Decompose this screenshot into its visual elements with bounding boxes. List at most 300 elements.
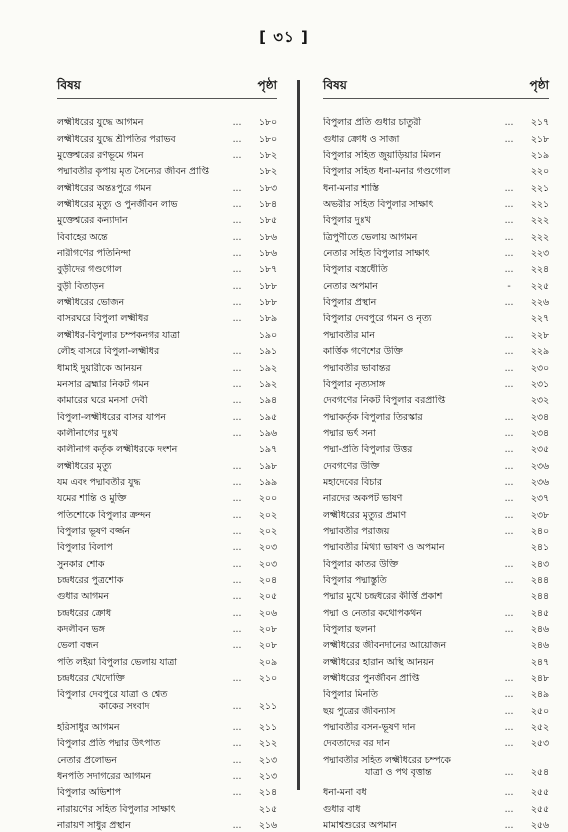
entry-page-number: ২১৯ [530,150,549,162]
entry-leader: ... [504,722,514,734]
entry-title: লক্ষ্মীধরের পুনর্জীবন প্রাপ্তি [323,673,420,685]
contents-entry [323,293,549,309]
contents-entry [57,325,277,341]
entry-leader: ... [232,215,242,227]
entry-title: চন্দ্রধরের খেদোক্তি [57,673,125,685]
entry-page-number: ১৮৬ [258,231,277,243]
entry-title: লক্ষ্মীধরের হারান অস্থি আনয়ন [323,656,434,668]
entry-page-number: ২২৪ [530,264,549,276]
entry-list [57,113,277,832]
entry-leader: ... [232,150,242,162]
contents-entry [57,162,277,178]
entry-page-number: ১৯২ [258,362,277,374]
contents-entry [323,195,549,211]
entry-leader: ... [504,329,514,341]
contents-entry [323,750,549,766]
contents-entry [323,718,549,734]
entry-title: পদ্মাবতীর পরাজয় [323,525,390,537]
entry-page-number: ১৮৪ [258,199,277,211]
entry-page-number: ২২০ [530,166,549,178]
contents-entry [323,685,549,701]
contents-entry [57,750,277,766]
header-rule [57,98,277,99]
contents-entry [57,293,277,309]
entry-title: বিপুলার কাতর উক্তি [323,558,399,570]
entry-page-number: ২০৩ [258,558,277,570]
entry-title: লক্ষ্মীধরের মৃত্যু ও পুনর্জীবন লাভ [57,199,178,211]
entry-page-number: ১৮৮ [258,280,277,292]
entry-page-number: ২৪৬ [530,624,549,635]
entry-page-number: ২৪৩ [530,558,549,570]
entry-title: নেতার অপমান [323,280,378,292]
entry-page-number: ২০২ [258,525,277,537]
entry-leader: ... [504,231,514,243]
entry-leader: ... [232,738,242,750]
entry-page-number: ২২১ [530,199,549,211]
entry-title: কালীনাগের দুঃখ [57,427,118,439]
entry-title: পতি লইয়া বিপুলার ভেলায় যাত্রা [57,656,177,668]
entry-title: দেবগণের উক্তি [323,460,380,472]
entry-leader: ... [232,591,242,603]
entry-title: বিপুলার বিলাপ [57,542,113,554]
entry-page-number: ২১০ [258,673,277,685]
entry-leader: ... [232,133,242,145]
entry-page-number: ২০২ [258,509,277,521]
entry-page-number: ২২৬ [530,297,549,309]
contents-entry [57,701,277,717]
entry-page-number: ২৪৪ [530,591,549,603]
contents-entry [57,538,277,554]
contents-entry [323,358,549,374]
entry-title: চন্দ্রধরের ক্রোধ [57,607,112,619]
entry-page-number: ১৯৭ [258,444,277,456]
entry-title: যাত্রা ও পথ বৃত্তান্ত [365,766,432,778]
contents-entry [323,620,549,636]
entry-page-number: ২০৮ [258,624,277,635]
entry-page-number: ১৯৯ [258,476,277,488]
contents-entry [57,129,277,145]
entry-page-number: ২০০ [258,493,277,505]
entry-page-number: ২৩৬ [530,460,549,472]
entry-title: বিপুলার ভূষণ বর্জ্জন [57,525,130,537]
entry-title: লক্ষ্মীধরের মৃত্যুর প্রমাণ [323,509,407,521]
entry-leader: ... [232,427,242,439]
entry-title: দেবগণের নিকট বিপুলার বরপ্রাপ্তি [323,395,446,407]
entry-page-number: ২২৯ [530,346,549,358]
entry-title: ধনা-মনা বধ [323,787,367,799]
entry-leader: ... [504,574,514,586]
entry-page-number: ২২১ [530,182,549,194]
contents-entry [323,587,549,603]
entry-title: বিপুলার প্রতি গুধার চাতুরী [323,117,422,129]
entry-page-number: ২০৬ [258,607,277,619]
entry-title: পতিশোকে বিপুলার ক্রন্দন [57,509,151,521]
contents-entry [323,342,549,358]
entry-title: মহাদেবের বিচার [323,476,383,488]
entry-page-number: ২২৫ [530,280,549,292]
contents-entry [57,244,277,260]
entry-page-number: ২৫২ [530,722,549,734]
contents-entry [57,342,277,358]
entry-title: বিপুলার বস্ত্রধৌতি [323,264,388,276]
entry-page-number: ২১২ [258,738,277,750]
entry-page-number: ১৯৪ [258,395,277,407]
contents-entry [323,489,549,505]
entry-page-number: ১৮৬ [258,248,277,260]
entry-page-number: ১৮৮ [258,297,277,309]
entry-page-number: ২৫০ [530,705,549,717]
entry-page-number: ২২২ [530,231,549,243]
entry-title: অভরীর সহিত বিপুলার সাক্ষাৎ [323,199,434,211]
entry-title: বাসরঘরে বিপুলা লক্ষ্মীধর [57,313,149,325]
entry-leader: ... [232,820,242,832]
entry-leader: ... [232,607,242,619]
contents-entry [323,162,549,178]
entry-page-number: ২১১ [258,701,277,713]
contents-entry [57,636,277,652]
contents-entry [57,734,277,750]
entry-leader: ... [232,525,242,537]
entry-page-number: ২৩৭ [530,493,549,505]
contents-entry [57,652,277,668]
entry-page-number: ১৮৩ [258,182,277,194]
contents-entry [57,358,277,374]
contents-entry [57,456,277,472]
entry-page-number: ২৩৪ [530,411,549,423]
entry-title: যমের শান্তি ও মুক্তি [57,493,127,505]
entry-title: পদ্মাবতীর সহিত লক্ষ্মীধরের চম্পকে [323,754,451,766]
entry-title: পদ্মাবতীর বসন-ভূষণ দান [323,722,416,734]
entry-page-number: ২১৫ [258,803,277,815]
entry-title: মামাশ্বশুরের অপমান [323,820,397,832]
entry-page-number: ২৩২ [530,395,549,407]
contents-entry [57,276,277,292]
entry-leader: ... [232,264,242,276]
contents-entry [57,767,277,783]
contents-entry [323,505,549,521]
entry-title: বুড়ীদের গণ্ডগোল [57,264,122,276]
entry-leader: ... [232,199,242,211]
entry-leader: ... [504,705,514,717]
contents-entry [57,816,277,832]
entry-title: সুনকার শোক [57,558,105,570]
entry-title: মনসার ব্রহ্মার নিকট গমন [57,378,150,390]
contents-entry [57,587,277,603]
entry-leader: ... [504,444,514,456]
entry-leader: ... [504,215,514,227]
entry-title: পদ্মা-প্রতি বিপুলার উত্তর [323,444,413,456]
contents-entry [323,276,549,292]
entry-page-number: ১৯১ [258,346,277,358]
contents-entry [323,309,549,325]
contents-entry [323,244,549,260]
contents-entry [323,669,549,685]
contents-entry [57,799,277,815]
contents-entry [57,260,277,276]
entry-page-number: ২০৩ [258,542,277,554]
contents-entry [57,522,277,538]
header-subject: বিষয় [57,78,81,92]
contents-entry [57,783,277,799]
contents-entry [323,375,549,391]
entry-title: লক্ষ্মীধরের ভোজন [57,297,125,309]
entry-leader: ... [232,787,242,799]
entry-title: পদ্মাবতীর ভাবান্তর [323,362,391,374]
entry-page-number: ১৮২ [258,150,277,162]
entry-leader: ... [232,411,242,423]
contents-entry [323,538,549,554]
contents-entry [323,636,549,652]
entry-title: কার্ত্তিক গণেশের উক্তি [323,346,403,358]
column-divider [297,80,300,790]
entry-page-number: ১৯৮ [258,460,277,472]
entry-page-number: ২৩৮ [530,509,549,521]
entry-title: বিপুলার ছলনা [323,624,376,635]
entry-page-number: ২১৭ [530,117,549,129]
entry-leader: ... [504,362,514,374]
entry-leader: ... [232,701,242,713]
contents-entry [323,325,549,341]
entry-leader: ... [504,509,514,521]
contents-column-left [57,76,277,832]
entry-leader: ... [232,460,242,472]
entry-title: বিপুলার পদ্মাস্তুতি [323,574,387,586]
entry-leader: ... [504,766,514,778]
entry-title: লৌহ বাসরে বিপুলা-লক্ষ্মীধর [57,346,160,358]
entry-leader: ... [504,607,514,619]
entry-page-number: ২৫৫ [530,787,549,799]
entry-title: গুধার ক্রোধ ও সাজা [323,133,400,145]
contents-entry [323,407,549,423]
entry-title: ধামাই দুয়ারীকে আনয়ন [57,362,142,374]
entry-page-number: ২৪০ [530,525,549,537]
contents-entry [57,473,277,489]
contents-entry [57,407,277,423]
column-header [323,76,549,94]
entry-title: মুক্তেশ্বরের রণভূমে গমন [57,150,144,162]
entry-leader: ... [504,182,514,194]
contents-entry [323,603,549,619]
entry-leader: ... [232,673,242,685]
entry-title: পদ্মার ভর্ৎ সনা [323,427,376,439]
header-subject: বিষয় [323,78,347,92]
contents-entry [57,685,277,701]
entry-leader: ... [504,264,514,276]
entry-page-number: ২০৪ [258,574,277,586]
entry-list [323,113,549,832]
entry-title: বিপুলার দেবপুরে যাত্রা ও শ্বেত [57,689,168,701]
contents-entry [323,211,549,227]
entry-page-number: ১৮৯ [258,313,277,325]
contents-entry [323,652,549,668]
contents-entry [57,718,277,734]
entry-title: ধনপতি সদাগরের আগমন [57,771,152,783]
contents-entry [323,113,549,129]
entry-title: বিপুলা-লক্ষ্মীধরের বাসর যাপন [57,411,166,423]
entry-title: নারীগণের পতিনিন্দা [57,248,131,260]
entry-title: বিপুলার প্রস্থান [323,297,377,309]
entry-page-number: ২৫৬ [530,820,549,832]
entry-leader: ... [232,346,242,358]
entry-title: গুধার আগমন [57,591,109,603]
entry-leader: ... [504,460,514,472]
entry-page-number: ২২২ [530,215,549,227]
contents-entry [57,391,277,407]
entry-title: বিপুলার সহিত জুয়াড়িয়ার মিলন [323,150,441,162]
entry-leader: ... [232,362,242,374]
contents-entry [57,113,277,129]
contents-entry [57,195,277,211]
contents-entry [323,767,549,783]
entry-title: নেতার প্রলোভন [57,754,117,766]
entry-leader: ... [504,476,514,488]
contents-entry [57,227,277,243]
contents-entry [323,456,549,472]
entry-title: বিপুলার প্রতি পদ্মার উৎপাত [57,738,161,750]
entry-leader: ... [232,313,242,325]
entry-leader: ... [232,297,242,309]
entry-page-number: ২২৮ [530,329,549,341]
entry-title: পদ্মাবতীর কৃপায় মৃত সৈন্যের জীবন প্রাপ্তি [57,166,209,178]
contents-entry [323,178,549,194]
entry-page-number: ২৪১ [530,542,549,554]
entry-title: বিপুলার অভিশাপ [57,787,121,799]
entry-title: লক্ষ্মীধরের যুদ্ধে শ্রীপতির পরাভব [57,133,176,145]
entry-leader: - [507,280,511,292]
entry-page-number: ২১৮ [530,133,549,145]
entry-title: চন্দ্রধরের পুত্রশোক [57,574,124,586]
entry-title: ছয় পুত্রের জীবন্যাস [323,705,396,717]
entry-title: লক্ষ্মীধরের জীবনদানের আয়োজন [323,640,447,652]
entry-title: গুধার বাধ [323,803,361,815]
entry-page-number: ২৪৮ [530,673,549,685]
contents-entry [323,816,549,832]
entry-leader: ... [232,722,242,734]
entry-page-number: ২৫৫ [530,803,549,815]
entry-leader: ... [504,689,514,701]
entry-leader: ... [232,182,242,194]
entry-leader: ... [232,574,242,586]
contents-entry [323,227,549,243]
contents-entry [323,260,549,276]
contents-entry [323,473,549,489]
contents-entry [57,309,277,325]
header-page: পৃষ্ঠা [529,78,549,92]
entry-title: বুড়ী বিতাড়ন [57,280,105,292]
contents-entry [323,783,549,799]
entry-title: বিবাহের অন্তে [57,231,108,243]
entry-page-number: ২৪৯ [530,689,549,701]
entry-page-number: ১৮৫ [258,215,277,227]
contents-entry [57,146,277,162]
entry-page-number: ১৯৫ [258,411,277,423]
entry-title: নারায়ণ সাধুর প্রস্থান [57,820,131,832]
contents-entry [57,440,277,456]
entry-page-number: ২১১ [258,722,277,734]
entry-title: মুক্তেশ্বরের কন্যাদান [57,215,128,227]
contents-entry [323,424,549,440]
entry-title: বিপুলার দুঃখ [323,215,371,227]
entry-leader: ... [504,248,514,260]
entry-title: বিপুলার দেবপুরে গমন ও নৃত্য [323,313,432,325]
entry-leader: ... [504,199,514,211]
entry-title: কামারের ঘরে মনসা দেবী [57,395,148,407]
contents-entry [323,440,549,456]
contents-entry [57,571,277,587]
entry-title: লক্ষ্মীধরের যুদ্ধে আগমন [57,117,144,129]
entry-leader: ... [232,395,242,407]
entry-title: নারদের অকপট ভাষণ [323,493,403,505]
entry-page-number: ২১৪ [258,787,277,799]
entry-page-number: ২০৫ [258,591,277,603]
contents-entry [57,554,277,570]
entry-title: পদ্মা ও নেতার কথোপকথন [323,607,422,619]
entry-leader: ... [504,427,514,439]
entry-leader: ... [504,117,514,129]
entry-leader: ... [232,558,242,570]
entry-leader: ... [504,738,514,750]
entry-title: বিপুলার সহিত ধনা-মনার গণ্ডগোল [323,166,451,178]
entry-leader: ... [232,248,242,260]
contents-entry [323,522,549,538]
entry-page-number: ১৯২ [258,378,277,390]
entry-page-number: ২০৮ [258,640,277,652]
entry-leader: ... [504,820,514,832]
entry-page-number: ২৪৭ [530,656,549,668]
entry-title: নারায়ণের সহিত বিপুলার সাক্ষাৎ [57,803,176,815]
entry-leader: ... [504,411,514,423]
entry-leader: ... [504,346,514,358]
contents-entry [323,146,549,162]
contents-entry [323,554,549,570]
entry-title: লক্ষ্মীধর-বিপুলার চম্পকনগর যাত্রা [57,329,180,341]
entry-title: ধনা-মনার শাস্তি [323,182,379,194]
contents-entry [57,620,277,636]
entry-page-number: ২৩০ [530,362,549,374]
entry-page-number: ২১৩ [258,771,277,783]
entry-page-number: ২৪৪ [530,574,549,586]
header-page: পৃষ্ঠা [257,78,277,92]
contents-entry [323,571,549,587]
contents-entry [57,211,277,227]
entry-title: কদলীবন ভঙ্গ [57,624,105,635]
entry-page-number: ২৩১ [530,378,549,390]
entry-title: নেতার সহিত বিপুলার সাক্ষাৎ [323,248,430,260]
entry-leader: ... [504,673,514,685]
entry-title: কালীনাগ কর্তৃক লক্ষ্মীধরকে দংশন [57,444,178,456]
entry-page-number: ২৩৬ [530,476,549,488]
entry-leader: ... [232,231,242,243]
entry-leader: ... [504,493,514,505]
entry-title: বিপুলার নৃত্যসাঙ্গ [323,378,386,390]
entry-leader: ... [504,558,514,570]
entry-page-number: ১৮৭ [258,264,277,276]
entry-leader: ... [232,378,242,390]
entry-page-number: ২৫৪ [530,766,549,778]
entry-title: হরিসাধুর আগমন [57,722,120,734]
entry-page-number: ২১৩ [258,754,277,766]
entry-page-number: ২১৬ [258,820,277,832]
entry-leader: ... [232,476,242,488]
contents-entry [323,799,549,815]
entry-leader: ... [232,624,242,635]
entry-leader: ... [504,803,514,815]
entry-leader: ... [232,509,242,521]
entry-title: পদ্মাকর্তৃক বিপুলার তিরস্কার [323,411,423,423]
entry-leader: ... [232,280,242,292]
entry-title: ভেলা বন্ধন [57,640,99,652]
contents-entry [57,375,277,391]
